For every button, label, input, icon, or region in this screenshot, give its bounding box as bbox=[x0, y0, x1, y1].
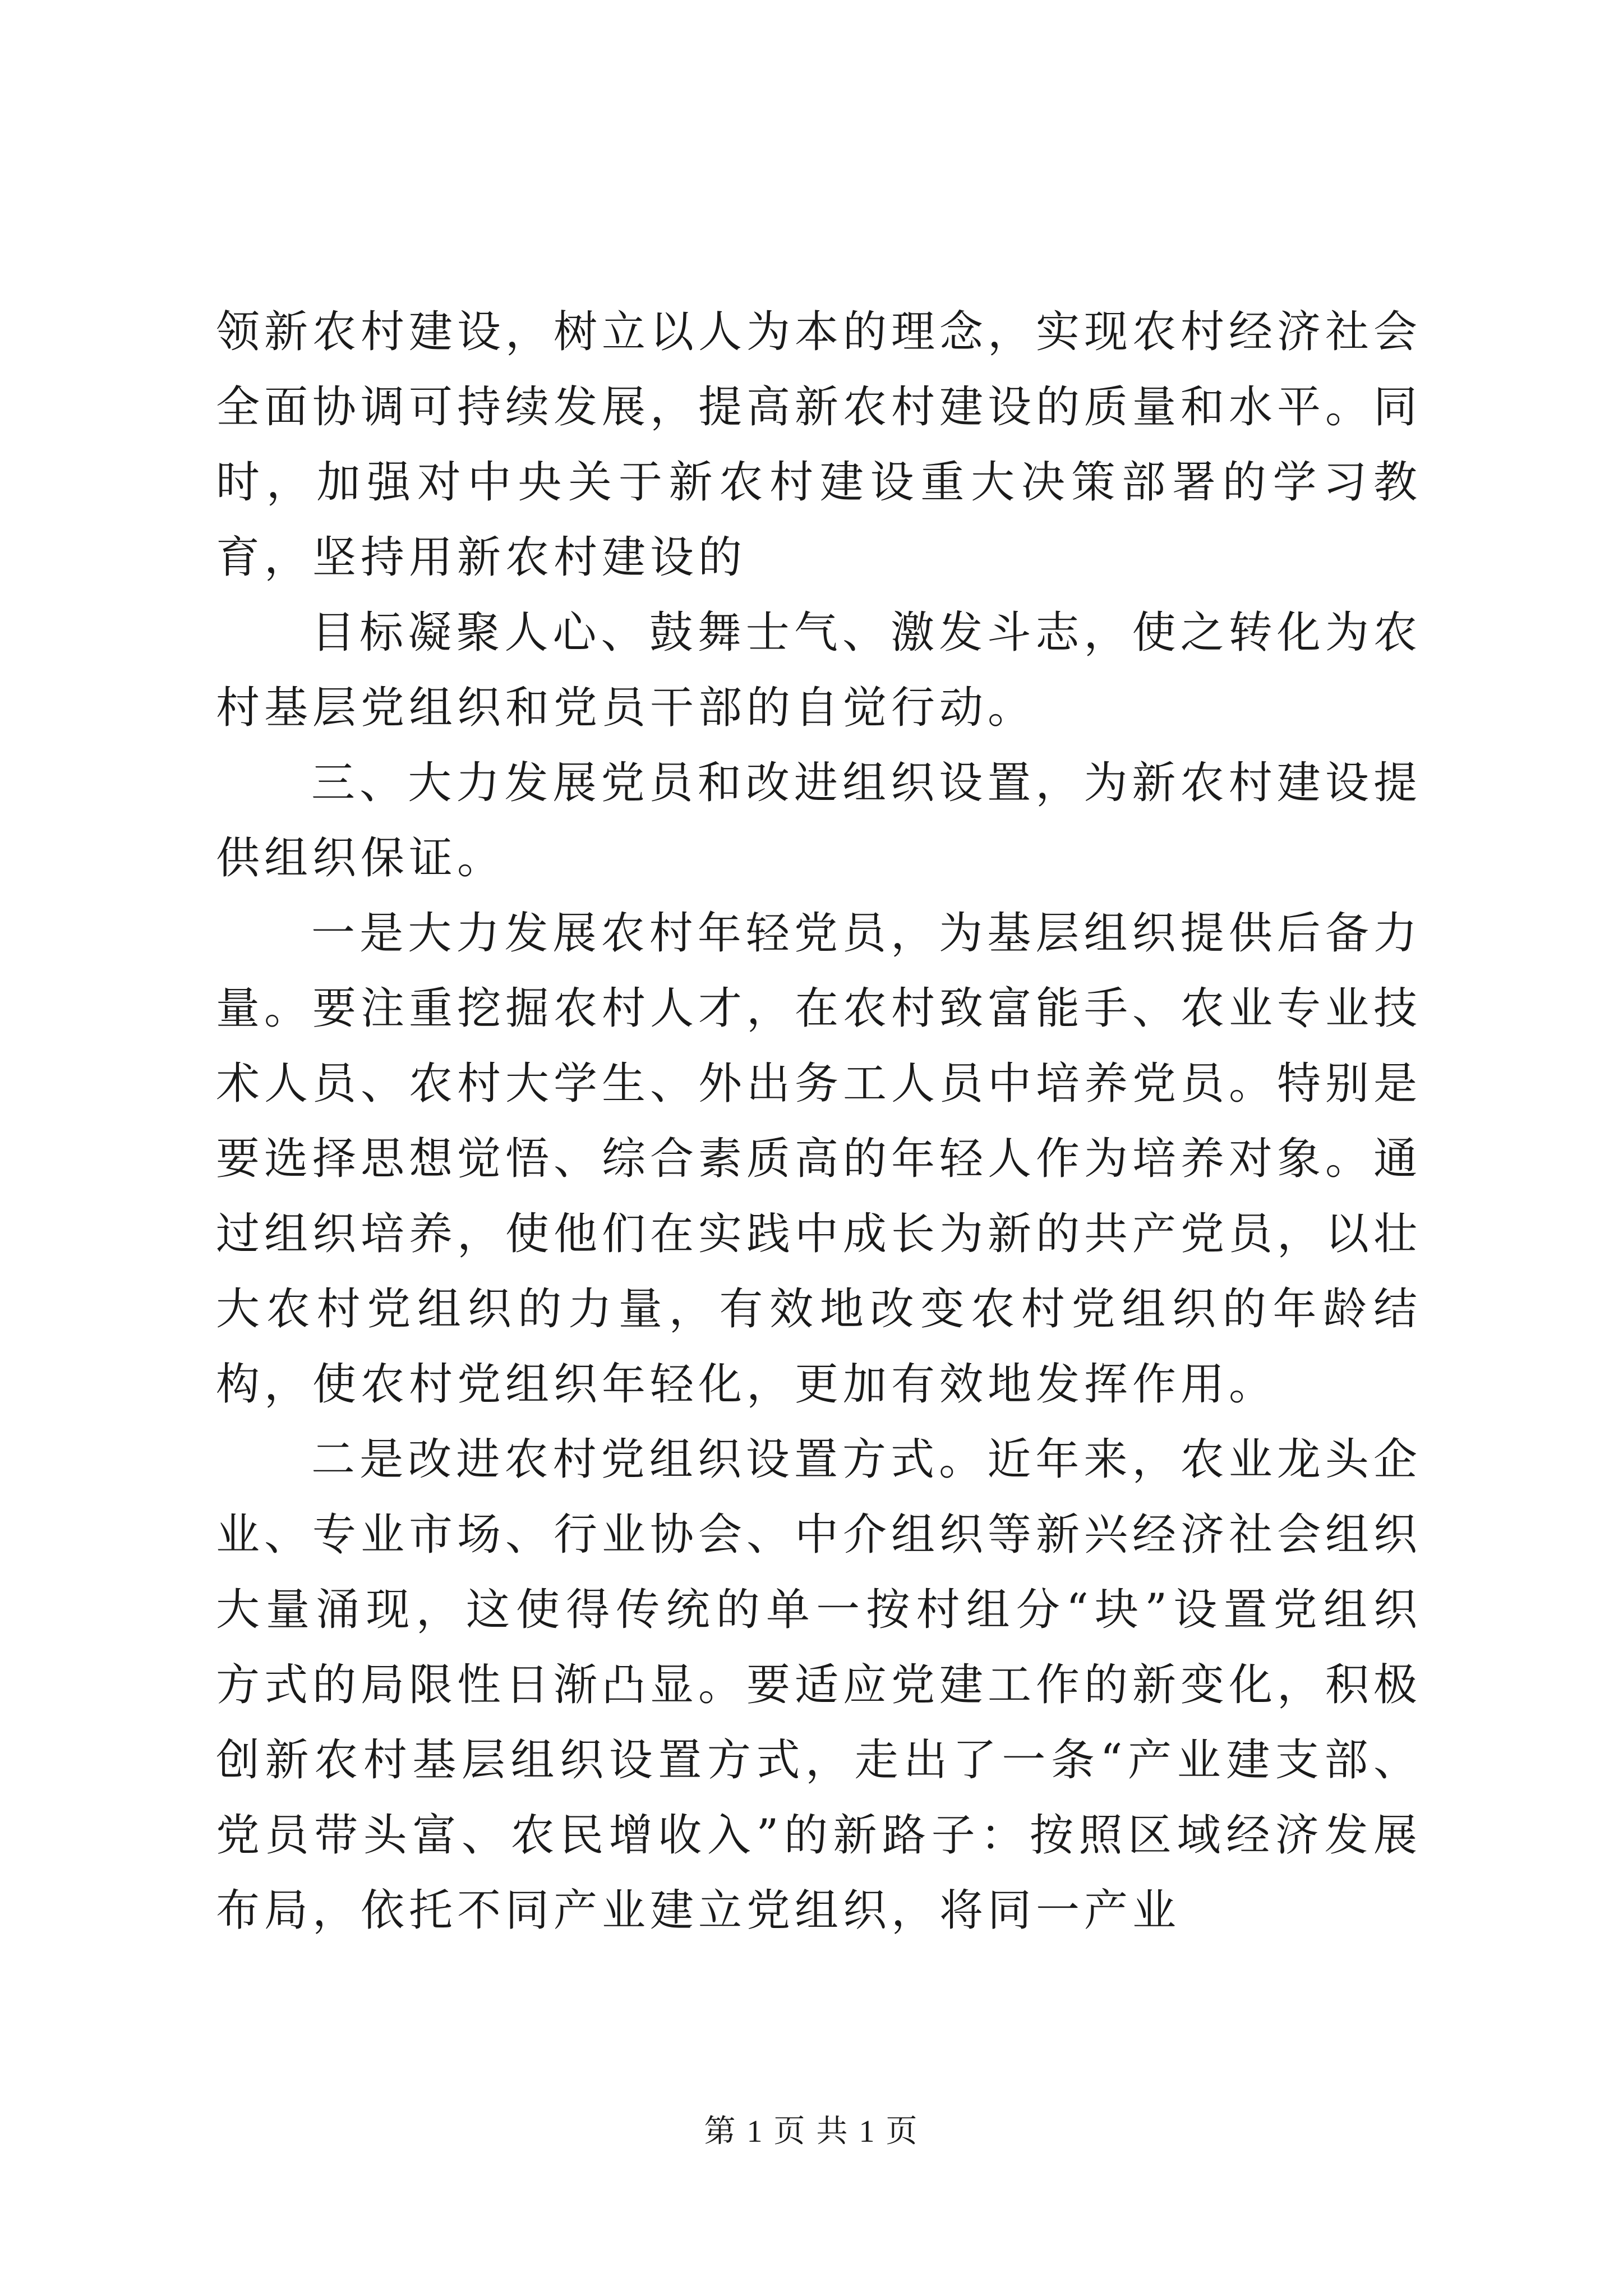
section-heading-3: 三、大力发展党员和改进组织设置，为新农村建设提供组织保证。 bbox=[216, 758, 1422, 884]
paragraph-5: 二是改进农村党组织设置方式。近年来，农业龙头企业、专业市场、行业协会、中介组织等新兴经济社会组织大量涌现，这使得传统的单一按村组分“块”设置党组织方式的局限性日渐凸显。要适应党建工作的新变化，积极创新农村基层组织设置方式，走出了一条“产业建支部、党员带头富、农民增收入”的新路子：按照区域经济发展布局，依托不同产业建立党组织，将同一产业 bbox=[216, 1434, 1422, 1936]
paragraph-4: 一是大力发展农村年轻党员，为基层组织提供后备力量。要注重挖掘农村人才，在农村致富能手、农业专业技术人员、农村大学生、外出务工人员中培养党员。特别是要选择思想觉悟、综合素质高的年轻人作为培养对象。通过组织培养，使他们在实践中成长为新的共产党员，以壮大农村党组织的力量，有效地改变农村党组织的年龄结构，使农村党组织年轻化，更加有效地发挥作用。 bbox=[216, 908, 1422, 1410]
document-body bbox=[216, 295, 1422, 1948]
page-footer: 第 1 页 共 1 页 bbox=[704, 2114, 919, 2149]
paragraph-1: 领新农村建设，树立以人为本的理念，实现农村经济社会全面协调可持续发展，提高新农村建设的质量和水平。同时，加强对中央关于新农村建设重大决策部署的学习教育，坚持用新农村建设的 bbox=[216, 307, 1422, 583]
paragraph-2: 目标凝聚人心、鼓舞士气、激发斗志，使之转化为农村基层党组织和党员干部的自觉行动。 bbox=[216, 608, 1422, 733]
